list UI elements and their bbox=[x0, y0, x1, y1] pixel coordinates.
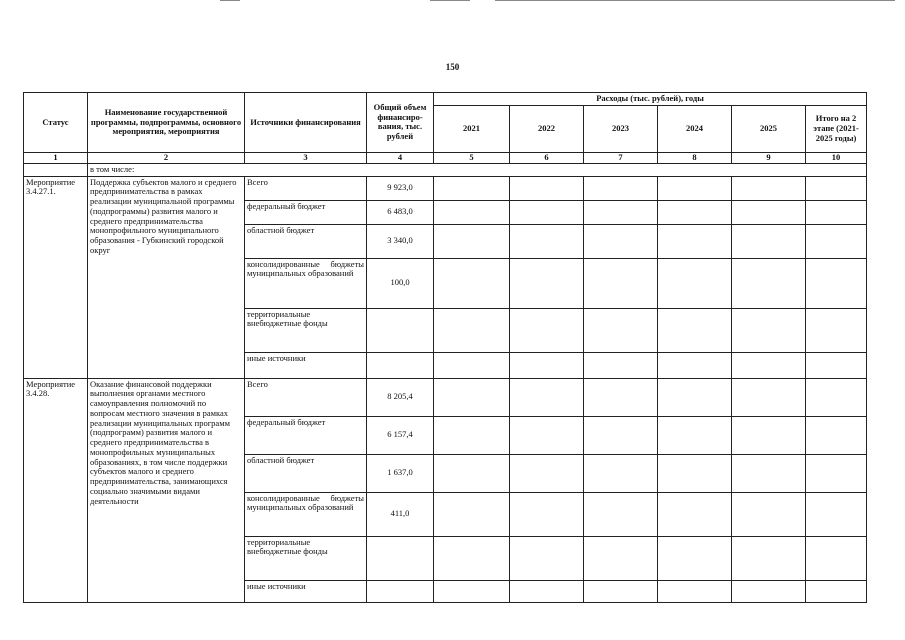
funding-source: Всего bbox=[245, 378, 367, 416]
funding-total: 9 923,0 bbox=[367, 176, 434, 200]
column-number-row bbox=[24, 152, 867, 163]
activity-name: Поддержка субъектов малого и среднего предпринимательства в рамках реализации муниципальной программы (подпрограммы) развития малого и среднего предпринимательства монопрофильного муниципального образования - Губкинский городской округ bbox=[88, 176, 245, 378]
funding-total: 3 340,0 bbox=[367, 224, 434, 258]
table-row bbox=[24, 378, 867, 416]
funding-source: консолидированные бюджеты муниципальных образований bbox=[245, 492, 367, 536]
scan-edge-line bbox=[430, 0, 470, 1]
intro-row bbox=[24, 163, 867, 176]
column-number: 5 bbox=[434, 152, 510, 163]
column-number: 9 bbox=[732, 152, 806, 163]
funding-source: иные источники bbox=[245, 352, 367, 378]
table-row bbox=[24, 176, 867, 200]
header-itogo: Итого на 2 этапе (2021-2025 годы) bbox=[806, 105, 867, 152]
funding-source: территориальные внебюджетные фонды bbox=[245, 536, 367, 580]
funding-source: областной бюджет bbox=[245, 224, 367, 258]
scan-edge-line bbox=[220, 0, 240, 1]
scan-edge-line bbox=[495, 0, 895, 1]
funding-total: 411,0 bbox=[367, 492, 434, 536]
header-year: 2021 bbox=[434, 105, 510, 152]
funding-source: федеральный бюджет bbox=[245, 416, 367, 454]
funding-source: территориальные внебюджетные фонды bbox=[245, 308, 367, 352]
funding-total bbox=[367, 580, 434, 602]
page-number: 150 bbox=[445, 62, 460, 72]
funding-source: иные источники bbox=[245, 580, 367, 602]
header-year: 2022 bbox=[510, 105, 584, 152]
funding-source: консолидированные бюджеты муниципальных образований bbox=[245, 258, 367, 308]
column-number: 6 bbox=[510, 152, 584, 163]
funding-total: 6 483,0 bbox=[367, 200, 434, 224]
header-year: 2023 bbox=[584, 105, 658, 152]
header-year: 2025 bbox=[732, 105, 806, 152]
header-year: 2024 bbox=[658, 105, 732, 152]
funding-total bbox=[367, 536, 434, 580]
activity-status: Мероприятие 3.4.28. bbox=[24, 378, 88, 602]
header-sources: Источники финансирования bbox=[245, 93, 367, 153]
funding-total bbox=[367, 352, 434, 378]
funding-source: федеральный бюджет bbox=[245, 200, 367, 224]
funding-source: областной бюджет bbox=[245, 454, 367, 492]
funding-total: 1 637,0 bbox=[367, 454, 434, 492]
header-status: Статус bbox=[24, 93, 88, 153]
column-number: 1 bbox=[24, 152, 88, 163]
funding-total bbox=[367, 308, 434, 352]
column-number: 10 bbox=[806, 152, 867, 163]
header-total: Общий объем финансиро-вания, тыс. рублей bbox=[367, 93, 434, 153]
header-expenses: Расходы (тыс. рублей), годы bbox=[434, 93, 867, 106]
intro-text: в том числе: bbox=[88, 163, 867, 176]
column-number: 2 bbox=[88, 152, 245, 163]
funding-total: 8 205,4 bbox=[367, 378, 434, 416]
column-number: 8 bbox=[658, 152, 732, 163]
activity-status: Мероприятие 3.4.27.1. bbox=[24, 176, 88, 378]
activity-name: Оказание финансовой поддержки выполнения органами местного самоуправления полномочий по вопросам местного значения в рамках реализации муниципальных программ (подпрограмм) развития малого и среднего предпринимательства в монопрофильных муниципальных образованиях, в том числе поддержки субъектов малого и среднего предпринимательства, занимающихся социально значимыми видами деятельности bbox=[88, 378, 245, 602]
funding-total: 100,0 bbox=[367, 258, 434, 308]
financing-table bbox=[23, 92, 867, 603]
column-number: 3 bbox=[245, 152, 367, 163]
column-number: 4 bbox=[367, 152, 434, 163]
funding-total: 6 157,4 bbox=[367, 416, 434, 454]
funding-source: Всего bbox=[245, 176, 367, 200]
column-number: 7 bbox=[584, 152, 658, 163]
header-name: Наименование государственной программы, подпрограммы, основного мероприятия, мероприятия bbox=[88, 93, 245, 153]
